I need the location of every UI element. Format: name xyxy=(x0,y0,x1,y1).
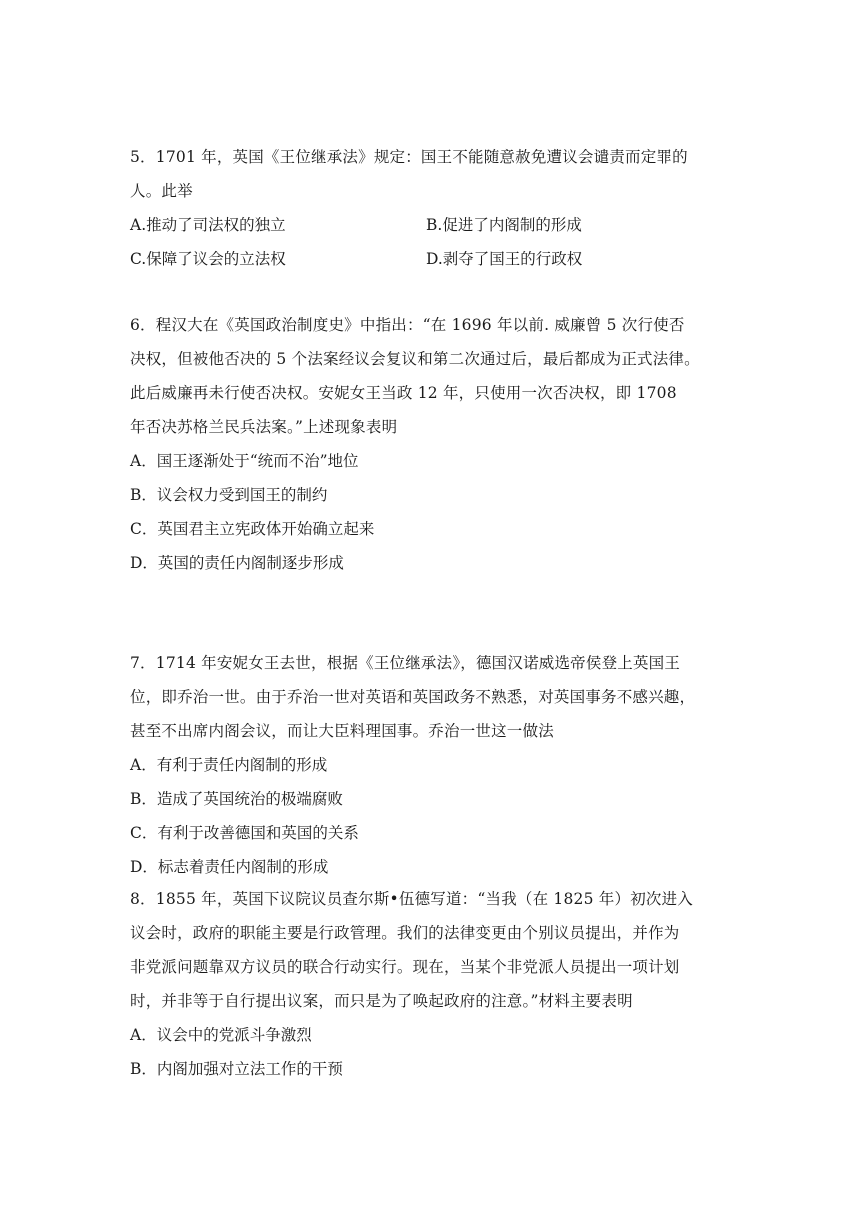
question-stem-line: 7．1714 年安妮女王去世，根据《王位继承法》，德国汉诺威选帝侯登上英国王 xyxy=(130,654,681,672)
question-stem-line: 5．1701 年，英国《王位继承法》规定：国王不能随意赦免遭议会谴责而定罪的 xyxy=(130,148,688,166)
option-row xyxy=(130,208,730,242)
question-stem-line: 6．程汉大在《英国政治制度史》中指出：“在 1696 年以前. 威廉曾 5 次行使否 xyxy=(130,316,685,334)
option-d: D．英国的责任内阁制逐步形成 xyxy=(130,554,344,572)
option-d: D.剥夺了国王的行政权 xyxy=(426,250,583,268)
option-b: B.促进了内阁制的形成 xyxy=(426,216,582,234)
question-stem-line: 甚至不出席内阁会议，而让大臣料理国事。乔治一世这一做法 xyxy=(130,722,554,740)
option-b: B．造成了英国统治的极端腐败 xyxy=(130,790,343,808)
question-7 xyxy=(130,646,730,884)
option-d: D．标志着责任内阁制的形成 xyxy=(130,858,329,876)
question-stem-line: 非党派问题靠双方议员的联合行动实行。现在，当某个非党派人员提出一项计划 xyxy=(130,958,680,976)
option-a: A．有利于责任内阁制的形成 xyxy=(130,756,328,774)
option-a: A．议会中的党派斗争激烈 xyxy=(130,1026,312,1044)
option-a: A.推动了司法权的独立 xyxy=(130,216,286,234)
question-stem-line: 8．1855 年，英国下议院议员查尔斯•伍德写道：“当我（在 1825 年）初次进入 xyxy=(130,890,694,908)
question-stem-line: 位，即乔治一世。由于乔治一世对英语和英国政务不熟悉，对英国事务不感兴趣， xyxy=(130,688,696,706)
option-a: A．国王逐渐处于“统而不治”地位 xyxy=(130,452,359,470)
option-b: B．内阁加强对立法工作的干预 xyxy=(130,1060,343,1078)
option-b: B．议会权力受到国王的制约 xyxy=(130,486,328,504)
question-stem-line: 人。此举 xyxy=(130,182,193,200)
question-stem-line: 年否决苏格兰民兵法案。”上述现象表明 xyxy=(130,418,398,436)
question-6 xyxy=(130,308,730,580)
question-8 xyxy=(130,882,730,1086)
option-c: C．英国君主立宪政体开始确立起来 xyxy=(130,520,375,538)
question-stem-line: 此后威廉再未行使否决权。安妮女王当政 12 年，只使用一次否决权，即 1708 xyxy=(130,384,677,402)
option-c: C.保障了议会的立法权 xyxy=(130,250,286,268)
option-c: C．有利于改善德国和英国的关系 xyxy=(130,824,359,842)
option-row xyxy=(130,242,730,276)
question-stem-line: 议会时，政府的职能主要是行政管理。我们的法律变更由个别议员提出，并作为 xyxy=(130,924,680,942)
question-stem-line: 决权，但被他否决的 5 个法案经议会复议和第二次通过后，最后都成为正式法律。 xyxy=(130,350,700,368)
question-stem-line: 时，并非等于自行提出议案，而只是为了唤起政府的注意。”材料主要表明 xyxy=(130,992,633,1010)
question-5 xyxy=(130,140,730,276)
